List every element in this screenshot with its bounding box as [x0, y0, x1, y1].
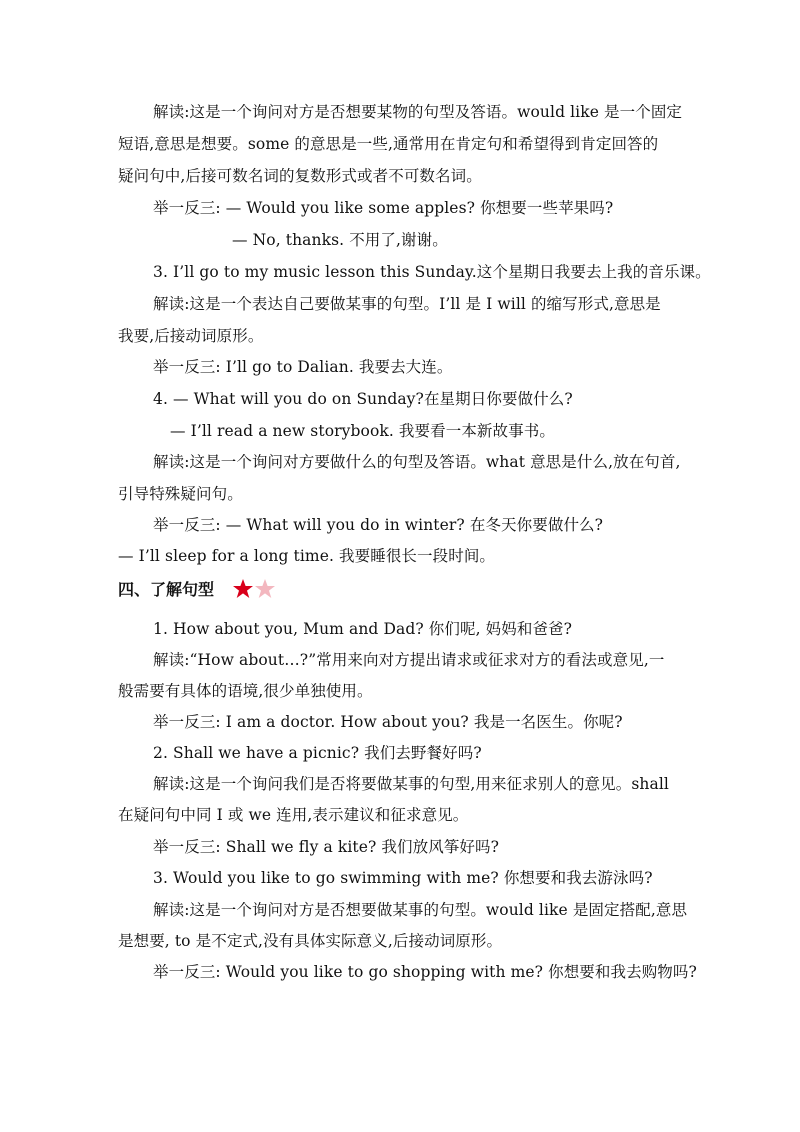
paragraph-line: 解读:这是一个表达自己要做某事的句型。I’ll 是 I will 的缩写形式,意思是 [153, 295, 661, 313]
star-light-icon [255, 579, 275, 598]
paragraph-line: 3. I’ll go to my music lesson this Sunday.这个星期日我要去上我的音乐课。 [153, 263, 711, 281]
paragraph-line: 举一反三: — Would you like some apples? 你想要一些苹果吗? [153, 199, 614, 217]
paragraph-line: 我要,后接动词原形。 [118, 327, 264, 345]
paragraph-line: 在疑问句中同 I 或 we 连用,表示建议和征求意见。 [118, 806, 469, 824]
paragraph-line: 般需要有具体的语境,很少单独使用。 [118, 682, 373, 700]
paragraph-line: 解读:这是一个询问对方要做什么的句型及答语。what 意思是什么,放在句首, [153, 453, 681, 471]
paragraph-line: 疑问句中,后接可数名词的复数形式或者不可数名词。 [118, 167, 482, 185]
section-heading: 四、了解句型 [118, 580, 215, 599]
paragraph-line: 解读:这是一个询问对方是否想要做某事的句型。would like 是固定搭配,意思 [153, 901, 688, 919]
paragraph-line: 短语,意思是想要。some 的意思是一些,通常用在肯定句和希望得到肯定回答的 [118, 135, 659, 153]
paragraph-line: 1. How about you, Mum and Dad? 你们呢, 妈妈和爸爸? [153, 620, 573, 638]
paragraph-line: 举一反三: Shall we fly a kite? 我们放风筝好吗? [153, 838, 500, 856]
paragraph-line: 引导特殊疑问句。 [118, 485, 243, 503]
paragraph-line: — I’ll read a new storybook. 我要看一本新故事书。 [170, 422, 555, 440]
paragraph-line: 4. — What will you do on Sunday?在星期日你要做什么? [153, 390, 573, 408]
paragraph-line: 是想要, to 是不定式,没有具体实际意义,后接动词原形。 [118, 932, 503, 950]
paragraph-line: 解读:这是一个询问我们是否将要做某事的句型,用来征求别人的意见。shall [153, 775, 669, 793]
paragraph-line: 3. Would you like to go swimming with me? 你想要和我去游泳吗? [153, 869, 653, 887]
star-filled-icon [233, 579, 253, 598]
paragraph-line: 举一反三: Would you like to go shopping with me? 你想要和我去购物吗? [153, 963, 697, 981]
paragraph-line: — No, thanks. 不用了,谢谢。 [232, 231, 448, 249]
star-rating [232, 578, 278, 600]
paragraph-line: 举一反三: — What will you do in winter? 在冬天你要做什么? [153, 516, 604, 534]
paragraph-line: 举一反三: I’ll go to Dalian. 我要去大连。 [153, 358, 453, 376]
paragraph-line: 解读:这是一个询问对方是否想要某物的句型及答语。would like 是一个固定 [153, 103, 683, 121]
paragraph-line: 解读:“How about…?”常用来向对方提出请求或征求对方的看法或意见,一 [153, 651, 665, 669]
paragraph-line: 举一反三: I am a doctor. How about you? 我是一名医生。你呢? [153, 713, 623, 731]
paragraph-line: — I’ll sleep for a long time. 我要睡很长一段时间。 [118, 547, 496, 565]
paragraph-line: 2. Shall we have a picnic? 我们去野餐好吗? [153, 744, 482, 762]
